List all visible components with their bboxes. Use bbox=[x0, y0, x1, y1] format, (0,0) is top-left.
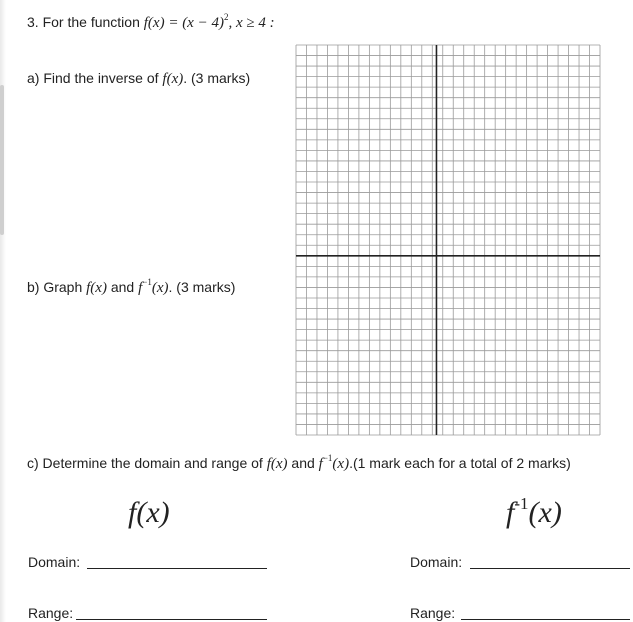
right-domain-answer-line[interactable] bbox=[470, 568, 630, 569]
part-c-finv-exp: −1 bbox=[322, 453, 333, 463]
part-c-finv-arg: (x) bbox=[332, 456, 350, 472]
part-c-fx: f(x) bbox=[266, 456, 288, 472]
function-exponent: 2 bbox=[223, 12, 229, 22]
part-b-and: and bbox=[110, 279, 135, 295]
question-lead: For the function bbox=[42, 14, 140, 30]
part-c-and: and bbox=[291, 455, 315, 471]
part-b-fx: f(x) bbox=[86, 280, 107, 296]
part-c-finv bbox=[318, 453, 350, 472]
right-domain-label: Domain: bbox=[410, 554, 463, 570]
question-header bbox=[27, 14, 275, 32]
right-column-heading bbox=[506, 496, 562, 530]
question-number: 3. bbox=[27, 14, 39, 30]
part-b-finv-exp: −1 bbox=[142, 277, 152, 287]
part-c-marks: .(1 mark each for a total of 2 marks) bbox=[349, 455, 571, 471]
left-domain-answer-line[interactable] bbox=[87, 568, 267, 569]
right-heading-arg: (x) bbox=[528, 496, 562, 529]
question-function bbox=[143, 12, 275, 31]
right-range-label: Range: bbox=[410, 605, 456, 621]
part-b-finv-base: f bbox=[138, 280, 143, 296]
right-heading-exp: -1 bbox=[514, 494, 529, 513]
left-range-answer-line[interactable] bbox=[76, 619, 267, 620]
left-domain-label: Domain: bbox=[28, 554, 81, 570]
part-b-label: b) Graph bbox=[27, 279, 83, 295]
right-heading-base: f bbox=[506, 496, 515, 529]
right-range-answer-line[interactable] bbox=[461, 619, 630, 620]
part-c-finv-base: f bbox=[318, 456, 323, 472]
part-b-finv-arg: (x) bbox=[151, 280, 169, 296]
function-condition: , x ≥ 4 : bbox=[228, 15, 275, 31]
left-column-heading: f(x) bbox=[128, 496, 170, 529]
graph-grid[interactable] bbox=[294, 44, 604, 436]
part-c-prompt bbox=[27, 455, 571, 473]
part-c-label: c) Determine the domain and range of bbox=[27, 455, 263, 471]
function-expression: f(x) = (x − 4) bbox=[143, 15, 224, 31]
part-b-finv bbox=[138, 277, 169, 296]
part-a-prompt bbox=[27, 70, 250, 88]
part-a-fx: f(x) bbox=[162, 71, 184, 87]
left-range-label: Range: bbox=[28, 605, 74, 621]
page-edge-tab bbox=[0, 85, 4, 235]
part-a-marks: . (3 marks) bbox=[183, 70, 251, 86]
page-edge-shadow bbox=[0, 0, 6, 622]
part-b-marks: . (3 marks) bbox=[168, 279, 236, 295]
part-a-label: a) Find the inverse of bbox=[27, 70, 159, 86]
part-b-prompt bbox=[27, 279, 235, 297]
